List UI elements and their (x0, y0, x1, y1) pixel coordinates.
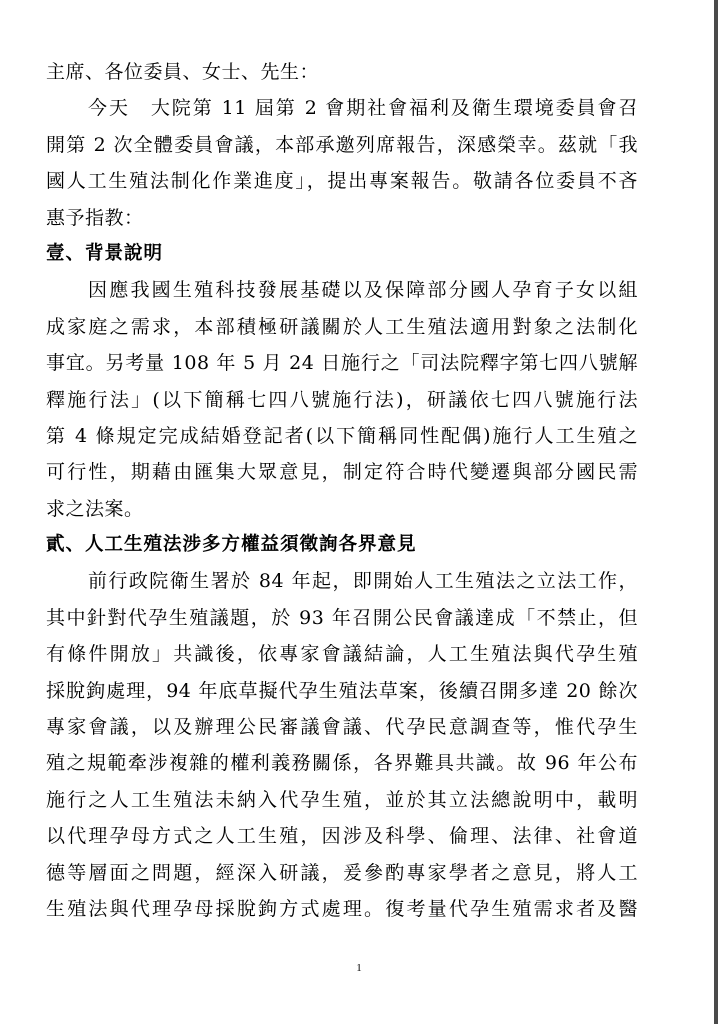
paragraph-line: 釋施行法」(以下簡稱七四八號施行法)，研議依七四八號施行法 (46, 388, 638, 411)
intro-line: 開第 2 次全體委員會議，本部承邀列席報告，深感榮幸。茲就「我 (46, 133, 638, 156)
section-heading: 壹、背景說明 (46, 242, 164, 264)
paragraph-line: 生殖法與代理孕母採脫鉤方式處理。復考量代孕生殖需求者及醫 (46, 897, 638, 920)
page-edge (714, 0, 718, 1024)
paragraph-line: 可行性，期藉由匯集大眾意見，制定符合時代變遷與部分國民需 (46, 461, 638, 484)
paragraph-line: 其中針對代孕生殖議題，於 93 年召開公民會議達成「不禁止，但 (46, 606, 638, 629)
paragraph-line: 前行政院衛生署於 84 年起，即開始人工生殖法之立法工作， (88, 570, 638, 593)
paragraph-line: 採脫鉤處理，94 年底草擬代孕生殖法草案，後續召開多達 20 餘次 (46, 679, 638, 702)
intro-line: 國人工生殖法制化作業進度」，提出專案報告。敬請各位委員不吝 (46, 170, 638, 193)
intro-line: 今天 大院第 11 屆第 2 會期社會福利及衛生環境委員會召 (88, 97, 638, 120)
section-heading: 貳、人工生殖法涉多方權益須徵詢各界意見 (46, 534, 417, 556)
paragraph-line: 德等層面之問題，經深入研議，爰參酌專家學者之意見，將人工 (46, 861, 638, 884)
paragraph-line: 成家庭之需求，本部積極研議關於人工生殖法適用對象之法制化 (46, 315, 638, 338)
intro-line: 惠予指教： (46, 206, 144, 229)
paragraph-line: 求之法案。 (46, 497, 144, 520)
document-body (46, 54, 638, 927)
paragraph-line: 殖之規範牽涉複雜的權利義務關係，各界難具共識。故 96 年公布 (46, 752, 638, 775)
paragraph-line: 以代理孕母方式之人工生殖，因涉及科學、倫理、法律、社會道 (46, 825, 638, 848)
paragraph-line: 施行之人工生殖法未納入代孕生殖，並於其立法總說明中，載明 (46, 788, 638, 811)
paragraph-line: 因應我國生殖科技發展基礎以及保障部分國人孕育子女以組 (88, 279, 638, 302)
paragraph-line: 第 4 條規定完成結婚登記者(以下簡稱同性配偶)施行人工生殖之 (46, 424, 638, 447)
paragraph-line: 有條件開放」共識後，依專家會議結論，人工生殖法與代孕生殖 (46, 643, 638, 666)
paragraph-line: 專家會議，以及辦理公民審議會議、代孕民意調查等，惟代孕生 (46, 716, 638, 739)
salutation: 主席、各位委員、女士、先生： (46, 61, 320, 83)
page-number: 1 (356, 962, 362, 974)
paragraph-line: 事宜。另考量 108 年 5 月 24 日施行之「司法院釋字第七四八號解 (46, 352, 638, 375)
